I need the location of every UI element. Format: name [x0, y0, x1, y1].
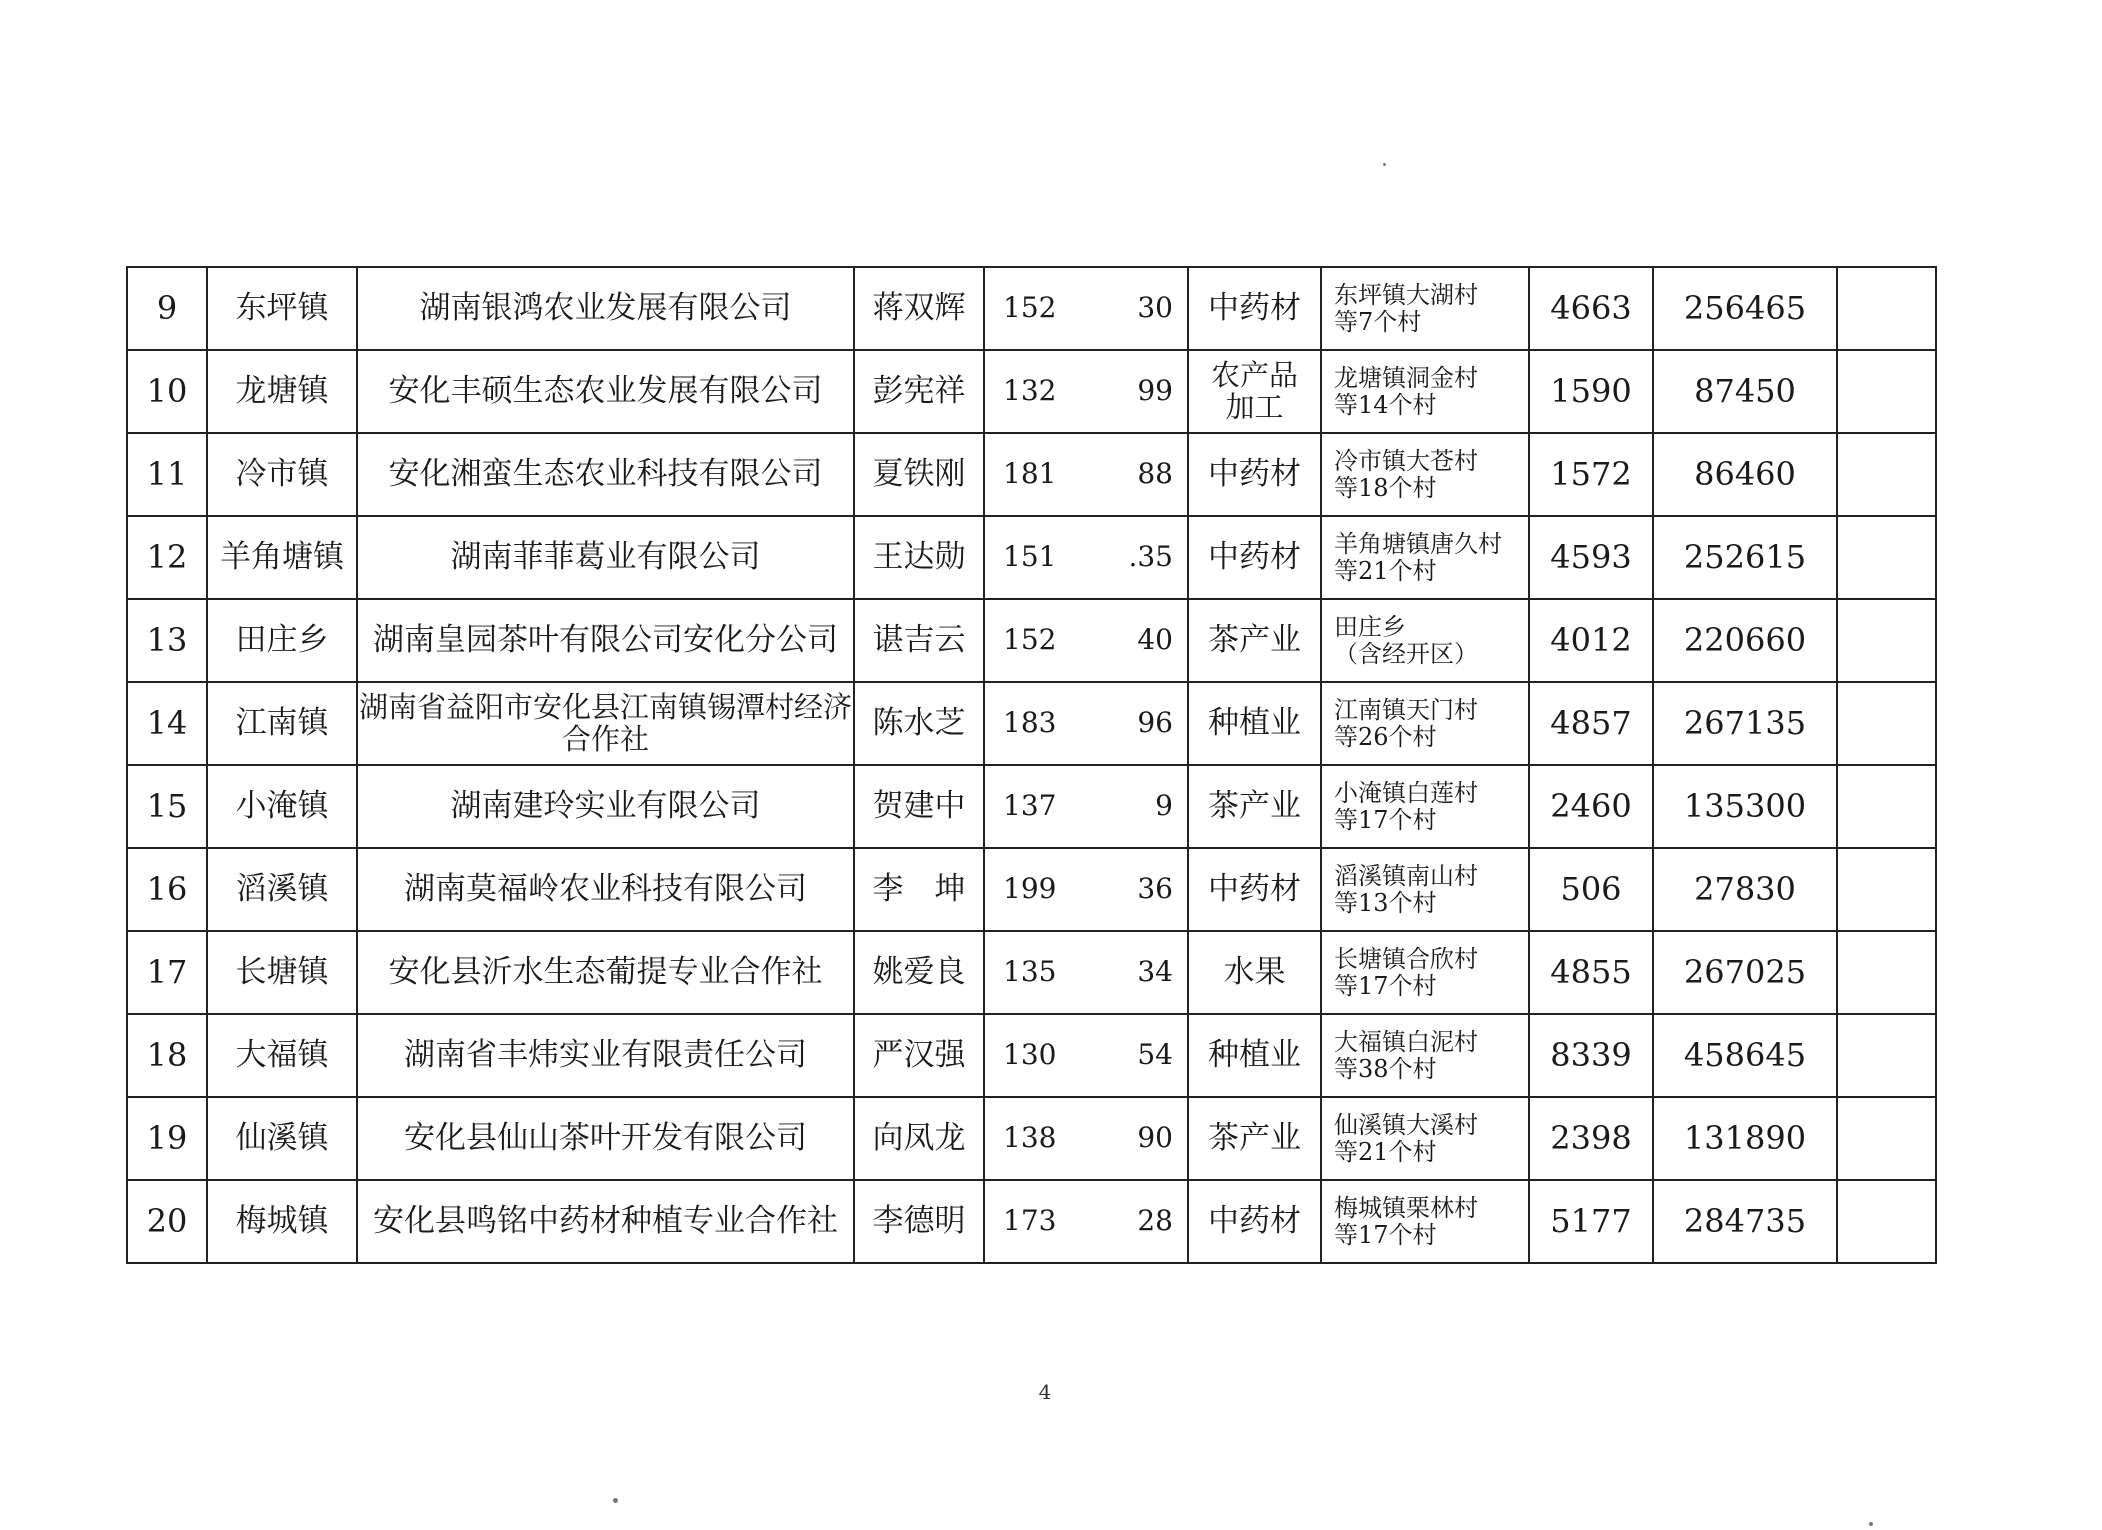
- contact-cell: 李德明: [854, 1180, 984, 1263]
- area-line1: 田庄乡: [1334, 612, 1406, 641]
- table-row: [127, 931, 1936, 1014]
- remarks-cell: [1837, 267, 1936, 350]
- phone-end: 96: [1137, 706, 1173, 740]
- amount-cell: 27830: [1653, 848, 1837, 931]
- town-cell: 江南镇: [207, 682, 357, 765]
- row-number: 14: [127, 682, 207, 765]
- area-line1: 江南镇天门村: [1334, 695, 1478, 724]
- households-cell: 2398: [1529, 1097, 1653, 1180]
- area-cell: [1321, 433, 1529, 516]
- households-cell: 1572: [1529, 433, 1653, 516]
- phone-end: 90: [1137, 1121, 1173, 1155]
- town-cell: 长塘镇: [207, 931, 357, 1014]
- table-row: [127, 433, 1936, 516]
- area-line1: 大福镇白泥村: [1334, 1027, 1478, 1056]
- company-cell: 安化县沂水生态葡提专业合作社: [357, 931, 854, 1014]
- industry-cell: 水果: [1188, 931, 1321, 1014]
- households-cell: 8339: [1529, 1014, 1653, 1097]
- area-cell: [1321, 931, 1529, 1014]
- phone-start: 173: [1003, 1204, 1057, 1238]
- company-cell: 湖南省丰炜实业有限责任公司: [357, 1014, 854, 1097]
- company-cell: 安化县仙山茶叶开发有限公司: [357, 1097, 854, 1180]
- households-cell: 4855: [1529, 931, 1653, 1014]
- area-cell: [1321, 1097, 1529, 1180]
- households-cell: 2460: [1529, 765, 1653, 848]
- table-row: [127, 1180, 1936, 1263]
- company-cell: 湖南莫福岭农业科技有限公司: [357, 848, 854, 931]
- industry-cell: 中药材: [1188, 433, 1321, 516]
- amount-cell: 458645: [1653, 1014, 1837, 1097]
- phone-start: 199: [1003, 872, 1057, 906]
- amount-cell: 267025: [1653, 931, 1837, 1014]
- table-row: [127, 848, 1936, 931]
- amount-cell: 220660: [1653, 599, 1837, 682]
- phone-cell: [984, 267, 1188, 350]
- households-cell: 1590: [1529, 350, 1653, 433]
- area-line2: 等38个村: [1334, 1054, 1437, 1083]
- contact-cell: 向凤龙: [854, 1097, 984, 1180]
- industry-cell: 中药材: [1188, 516, 1321, 599]
- remarks-cell: [1837, 1014, 1936, 1097]
- area-line2: 等17个村: [1334, 1220, 1437, 1249]
- area-cell: [1321, 516, 1529, 599]
- industry-cell: 种植业: [1188, 1014, 1321, 1097]
- remarks-cell: [1837, 350, 1936, 433]
- phone-start: 183: [1003, 706, 1057, 740]
- households-cell: 4593: [1529, 516, 1653, 599]
- company-cell: 湖南皇园茶叶有限公司安化分公司: [357, 599, 854, 682]
- phone-cell: [984, 1180, 1188, 1263]
- table-row: [127, 1014, 1936, 1097]
- phone-cell: [984, 931, 1188, 1014]
- area-line1: 东坪镇大湖村: [1334, 280, 1478, 309]
- area-line2: （含经开区）: [1334, 639, 1478, 668]
- phone-cell: [984, 599, 1188, 682]
- phone-start: 137: [1003, 789, 1057, 823]
- town-cell: 田庄乡: [207, 599, 357, 682]
- row-number: 18: [127, 1014, 207, 1097]
- row-number: 11: [127, 433, 207, 516]
- row-number: 16: [127, 848, 207, 931]
- row-number: 20: [127, 1180, 207, 1263]
- remarks-cell: [1837, 599, 1936, 682]
- contact-cell: 严汉强: [854, 1014, 984, 1097]
- row-number: 17: [127, 931, 207, 1014]
- remarks-cell: [1837, 931, 1936, 1014]
- area-line1: 滔溪镇南山村: [1334, 861, 1478, 890]
- phone-end: 88: [1137, 457, 1173, 491]
- table-body: [127, 267, 1936, 1263]
- town-cell: 冷市镇: [207, 433, 357, 516]
- area-line1: 羊角塘镇唐久村: [1334, 529, 1502, 558]
- contact-cell: 王达勋: [854, 516, 984, 599]
- phone-end: 9: [1155, 789, 1173, 823]
- table-row: [127, 599, 1936, 682]
- households-cell: 4857: [1529, 682, 1653, 765]
- phone-cell: [984, 350, 1188, 433]
- phone-end: .35: [1128, 540, 1173, 574]
- table-row: [127, 267, 1936, 350]
- remarks-cell: [1837, 516, 1936, 599]
- phone-end: 40: [1137, 623, 1173, 657]
- phone-start: 138: [1003, 1121, 1057, 1155]
- amount-cell: 256465: [1653, 267, 1837, 350]
- industry-cell: 农产品加工: [1188, 350, 1321, 433]
- company-cell: 安化县鸣铭中药材种植专业合作社: [357, 1180, 854, 1263]
- town-cell: 大福镇: [207, 1014, 357, 1097]
- company-cell: 安化丰硕生态农业发展有限公司: [357, 350, 854, 433]
- households-cell: 4012: [1529, 599, 1653, 682]
- phone-cell: [984, 1097, 1188, 1180]
- enterprise-table: [126, 266, 1937, 1264]
- area-line2: 等17个村: [1334, 805, 1437, 834]
- amount-cell: 267135: [1653, 682, 1837, 765]
- area-cell: [1321, 682, 1529, 765]
- phone-cell: [984, 765, 1188, 848]
- phone-end: 28: [1137, 1204, 1173, 1238]
- town-cell: 羊角塘镇: [207, 516, 357, 599]
- area-line2: 等26个村: [1334, 722, 1437, 751]
- table-row: [127, 765, 1936, 848]
- area-line1: 龙塘镇洞金村: [1334, 363, 1478, 392]
- company-cell: 安化湘蛮生态农业科技有限公司: [357, 433, 854, 516]
- area-line1: 梅城镇栗林村: [1334, 1193, 1478, 1222]
- scan-speck: [613, 1498, 618, 1503]
- phone-end: 54: [1137, 1038, 1173, 1072]
- remarks-cell: [1837, 765, 1936, 848]
- town-cell: 小淹镇: [207, 765, 357, 848]
- area-cell: [1321, 848, 1529, 931]
- remarks-cell: [1837, 1097, 1936, 1180]
- scan-speck: [1383, 163, 1386, 166]
- scan-speck: [1869, 1522, 1873, 1526]
- table-row: [127, 350, 1936, 433]
- industry-cell: 中药材: [1188, 848, 1321, 931]
- area-line1: 冷市镇大苍村: [1334, 446, 1478, 475]
- company-cell: 湖南菲菲葛业有限公司: [357, 516, 854, 599]
- area-cell: [1321, 350, 1529, 433]
- phone-start: 135: [1003, 955, 1057, 989]
- company-cell: 湖南省益阳市安化县江南镇锡潭村经济合作社: [357, 682, 854, 765]
- contact-cell: 谌吉云: [854, 599, 984, 682]
- row-number: 9: [127, 267, 207, 350]
- area-cell: [1321, 1014, 1529, 1097]
- area-line2: 等18个村: [1334, 473, 1437, 502]
- remarks-cell: [1837, 1180, 1936, 1263]
- area-line2: 等21个村: [1334, 1137, 1437, 1166]
- phone-start: 130: [1003, 1038, 1057, 1072]
- row-number: 15: [127, 765, 207, 848]
- row-number: 12: [127, 516, 207, 599]
- company-cell: 湖南银鸿农业发展有限公司: [357, 267, 854, 350]
- phone-end: 99: [1137, 374, 1173, 408]
- area-line1: 仙溪镇大溪村: [1334, 1110, 1478, 1139]
- phone-cell: [984, 1014, 1188, 1097]
- contact-cell: 贺建中: [854, 765, 984, 848]
- area-cell: [1321, 1180, 1529, 1263]
- phone-start: 151: [1003, 540, 1057, 574]
- town-cell: 东坪镇: [207, 267, 357, 350]
- industry-cell: 中药材: [1188, 1180, 1321, 1263]
- area-cell: [1321, 267, 1529, 350]
- area-line2: 等17个村: [1334, 971, 1437, 1000]
- town-cell: 仙溪镇: [207, 1097, 357, 1180]
- phone-end: 34: [1137, 955, 1173, 989]
- industry-cell: 茶产业: [1188, 765, 1321, 848]
- industry-cell: 茶产业: [1188, 1097, 1321, 1180]
- area-cell: [1321, 765, 1529, 848]
- area-line2: 等7个村: [1334, 307, 1422, 336]
- contact-cell: 李 坤: [854, 848, 984, 931]
- row-number: 13: [127, 599, 207, 682]
- amount-cell: 86460: [1653, 433, 1837, 516]
- town-cell: 梅城镇: [207, 1180, 357, 1263]
- phone-cell: [984, 848, 1188, 931]
- table-row: [127, 682, 1936, 765]
- company-cell: 湖南建玲实业有限公司: [357, 765, 854, 848]
- households-cell: 506: [1529, 848, 1653, 931]
- remarks-cell: [1837, 682, 1936, 765]
- area-line1: 长塘镇合欣村: [1334, 944, 1478, 973]
- remarks-cell: [1837, 848, 1936, 931]
- phone-cell: [984, 682, 1188, 765]
- amount-cell: 284735: [1653, 1180, 1837, 1263]
- amount-cell: 87450: [1653, 350, 1837, 433]
- phone-start: 181: [1003, 457, 1057, 491]
- area-line2: 等14个村: [1334, 390, 1437, 419]
- industry-cell: 种植业: [1188, 682, 1321, 765]
- area-cell: [1321, 599, 1529, 682]
- area-line2: 等13个村: [1334, 888, 1437, 917]
- phone-start: 132: [1003, 374, 1057, 408]
- phone-start: 152: [1003, 291, 1057, 325]
- households-cell: 4663: [1529, 267, 1653, 350]
- contact-cell: 彭宪祥: [854, 350, 984, 433]
- table-row: [127, 516, 1936, 599]
- phone-start: 152: [1003, 623, 1057, 657]
- phone-end: 30: [1137, 291, 1173, 325]
- amount-cell: 252615: [1653, 516, 1837, 599]
- contact-cell: 蒋双辉: [854, 267, 984, 350]
- page-number: 4: [1038, 1380, 1052, 1404]
- amount-cell: 131890: [1653, 1097, 1837, 1180]
- area-line1: 小淹镇白莲村: [1334, 778, 1478, 807]
- phone-cell: [984, 516, 1188, 599]
- row-number: 19: [127, 1097, 207, 1180]
- amount-cell: 135300: [1653, 765, 1837, 848]
- contact-cell: 夏铁刚: [854, 433, 984, 516]
- area-line2: 等21个村: [1334, 556, 1437, 585]
- town-cell: 滔溪镇: [207, 848, 357, 931]
- industry-cell: 中药材: [1188, 267, 1321, 350]
- phone-end: 36: [1137, 872, 1173, 906]
- contact-cell: 陈水芝: [854, 682, 984, 765]
- households-cell: 5177: [1529, 1180, 1653, 1263]
- contact-cell: 姚爱良: [854, 931, 984, 1014]
- town-cell: 龙塘镇: [207, 350, 357, 433]
- table-row: [127, 1097, 1936, 1180]
- row-number: 10: [127, 350, 207, 433]
- industry-cell: 茶产业: [1188, 599, 1321, 682]
- remarks-cell: [1837, 433, 1936, 516]
- phone-cell: [984, 433, 1188, 516]
